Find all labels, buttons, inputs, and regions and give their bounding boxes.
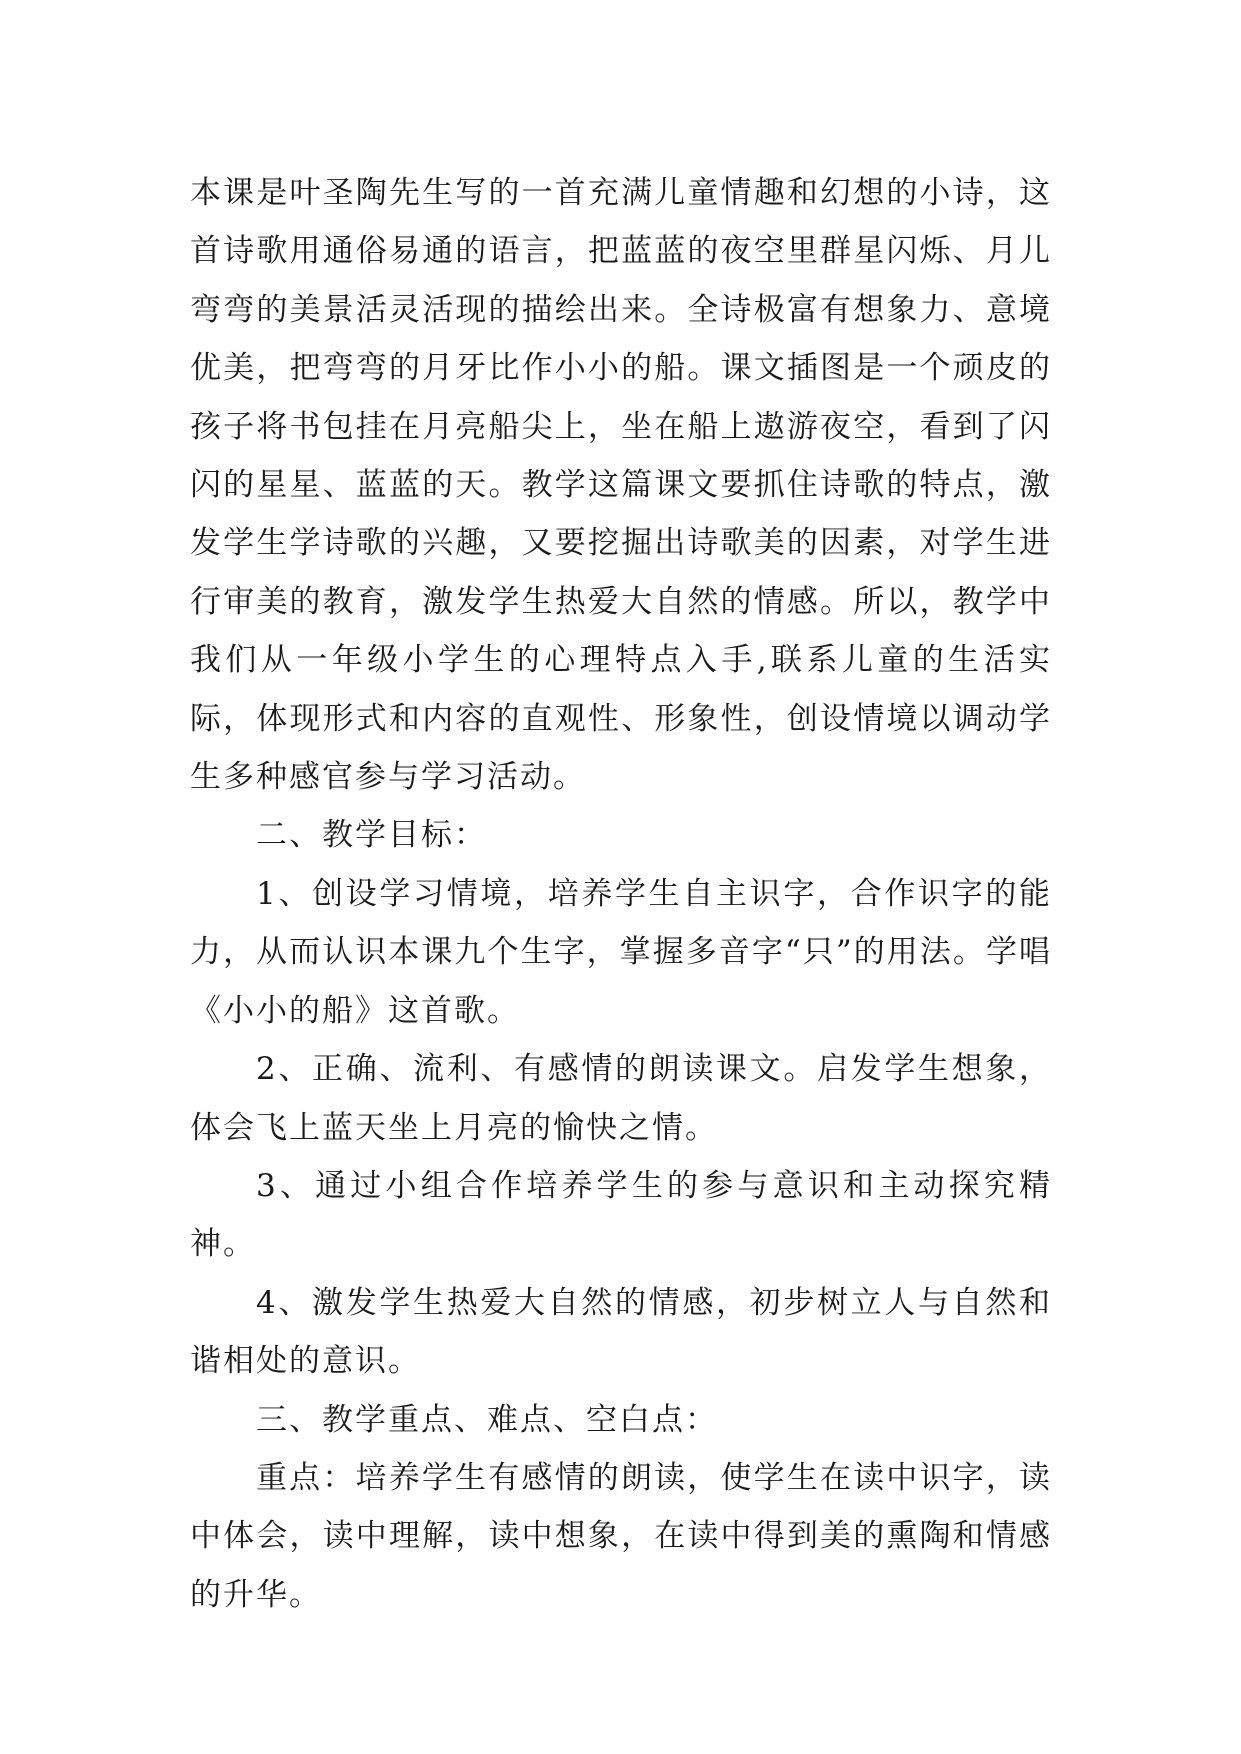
- intro-paragraph: 本课是叶圣陶先生写的一首充满儿童情趣和幻想的小诗，这首诗歌用通俗易通的语言，把蓝蓝的夜空里群星闪烁、月儿弯弯的美景活灵活现的描绘出来。全诗极富有想象力、意境优美，把弯弯的月牙比作小小的船。课文插图是一个顽皮的孩子将书包挂在月亮船尖上，坐在船上遨游夜空，看到了闪闪的星星、蓝蓝的天。教学这篇课文要抓住诗歌的特点，激发学生学诗歌的兴趣，又要挖掘出诗歌美的因素，对学生进行审美的教育，激发学生热爱大自然的情感。所以，教学中我们从一年级小学生的心理特点入手,联系儿童的生活实际，体现形式和内容的直观性、形象性，创设情境以调动学生多种感官参与学习活动。: [190, 175, 1052, 796]
- goal-item-1: 1、创设学习情境，培养学生自主识字，合作识字的能力，从而认识本课九个生字，掌握多音字“只”的用法。学唱《小小的船》这首歌。: [190, 875, 1052, 1029]
- document-body: [190, 164, 1052, 1624]
- section-heading-teaching-goals: 二、教学目标：: [256, 817, 487, 854]
- goal-item-4: 4、激发学生热爱大自然的情感，初步树立人与自然和谐相处的意识。: [190, 1284, 1052, 1380]
- goal-item-2: 2、正确、流利、有感情的朗读课文。启发学生想象，体会飞上蓝天坐上月亮的愉快之情。: [190, 1051, 1052, 1146]
- section-heading-key-points: 三、教学重点、难点、空白点：: [256, 1401, 718, 1438]
- goal-item-3: 3、通过小组合作培养学生的参与意识和主动探究精神。: [190, 1167, 1052, 1263]
- key-point-paragraph: 重点：培养学生有感情的朗读，使学生在读中识字，读中体会，读中理解，读中想象，在读中得到美的熏陶和情感的升华。: [190, 1459, 1052, 1613]
